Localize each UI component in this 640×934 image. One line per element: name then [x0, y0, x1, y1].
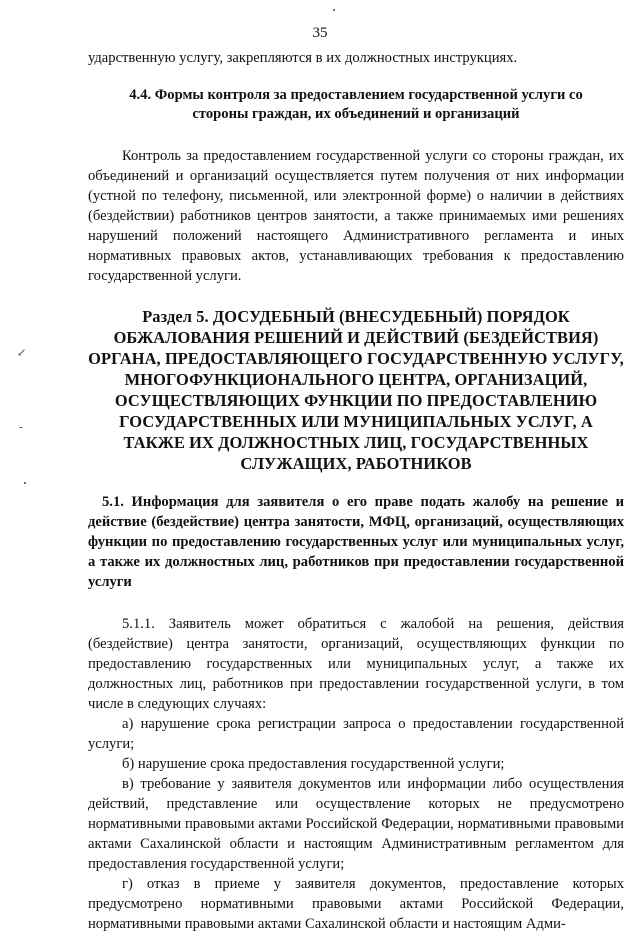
- scan-speck: [24, 482, 26, 484]
- section-5-heading: Раздел 5. ДОСУДЕБНЫЙ (ВНЕСУДЕБНЫЙ) ПОРЯДОК ОБЖАЛОВАНИЯ РЕШЕНИЙ И ДЕЙСТВИЙ (БЕЗДЕЙСТВИЯ) ОРГАНА, ПРЕДОСТАВЛЯЮЩЕГО ГОСУДАРСТВЕННУЮ УСЛУГУ, МНОГОФУНКЦИОНАЛЬНОГО ЦЕНТРА, ОРГАНИЗАЦИЙ, ОСУЩЕСТВЛЯЮЩИХ ФУНКЦИИ ПО ПРЕДОСТАВЛЕНИЮ ГОСУДАРСТВЕННЫХ ИЛИ МУНИЦИПАЛЬНЫХ УСЛУГ, А ТАКЖЕ ИХ ДОЛЖНОСТНЫХ ЛИЦ, ГОСУДАРСТВЕННЫХ СЛУЖАЩИХ, РАБОТНИКОВ: [88, 307, 624, 473]
- paragraph-5-1-1: 5.1.1. Заявитель может обратиться с жалобой на решения, действия (бездействие) центра занятости, организаций, осуществляющих функции по предоставлению государственных или муниципальных услуг, а также их должностных лиц, работников при предоставлении государственной услуги, в том числе в следующих случаях:: [88, 616, 624, 712]
- list-item-b: б) нарушение срока предоставления государственной услуги;: [122, 756, 505, 772]
- continuation-text: ударственную услугу, закрепляются в их должностных инструкциях.: [88, 50, 518, 66]
- paragraph-4-4: Контроль за предоставлением государственной услуги со стороны граждан, их объединений и организаций осуществляется путем получения от них информации (устной по телефону, письменной, или электронной форме) о наличии в действиях (бездействии) работников центров занятости, а также принимаемых ими решениях нарушений положений настоящего Административного регламента и иных нормативных правовых актов, устанавливающих требования к предоставлению государственной услуги.: [88, 148, 624, 284]
- heading-4-4: 4.4. Формы контроля за предоставлением государственной услуги со стороны граждан, их объединений и организаций: [129, 87, 583, 122]
- page-content: [88, 48, 624, 934]
- margin-mark: ↙: [17, 347, 27, 359]
- heading-5-1: 5.1. Информация для заявителя о его праве подать жалобу на решение и действие (бездействие) центра занятости, МФЦ, организаций, осуществляющих функции по предоставлению государственных услуг или муниципальных услуг, а также их должностных лиц, работников при предоставлении государственной услуги: [88, 494, 624, 590]
- list-item-a: а) нарушение срока регистрации запроса о предоставлении государственной услуги;: [88, 716, 624, 752]
- list-item-g: г) отказ в приеме у заявителя документов, предоставление которых предусмотрено нормативными правовыми актами Российской Федерации, нормативными правовыми актами Сахалинской области и настоящим Адми-: [88, 876, 624, 932]
- margin-mark: -: [19, 421, 23, 433]
- page-number: 35: [312, 25, 328, 41]
- scan-speck: [333, 9, 335, 11]
- list-item-v: в) требование у заявителя документов или информации либо осуществления действий, представление или осуществление которых не предусмотрено нормативными правовыми актами Российской Федерации, нормативными правовыми актами Сахалинской области и настоящим Административным регламентом для предоставления государственной услуги;: [88, 776, 624, 872]
